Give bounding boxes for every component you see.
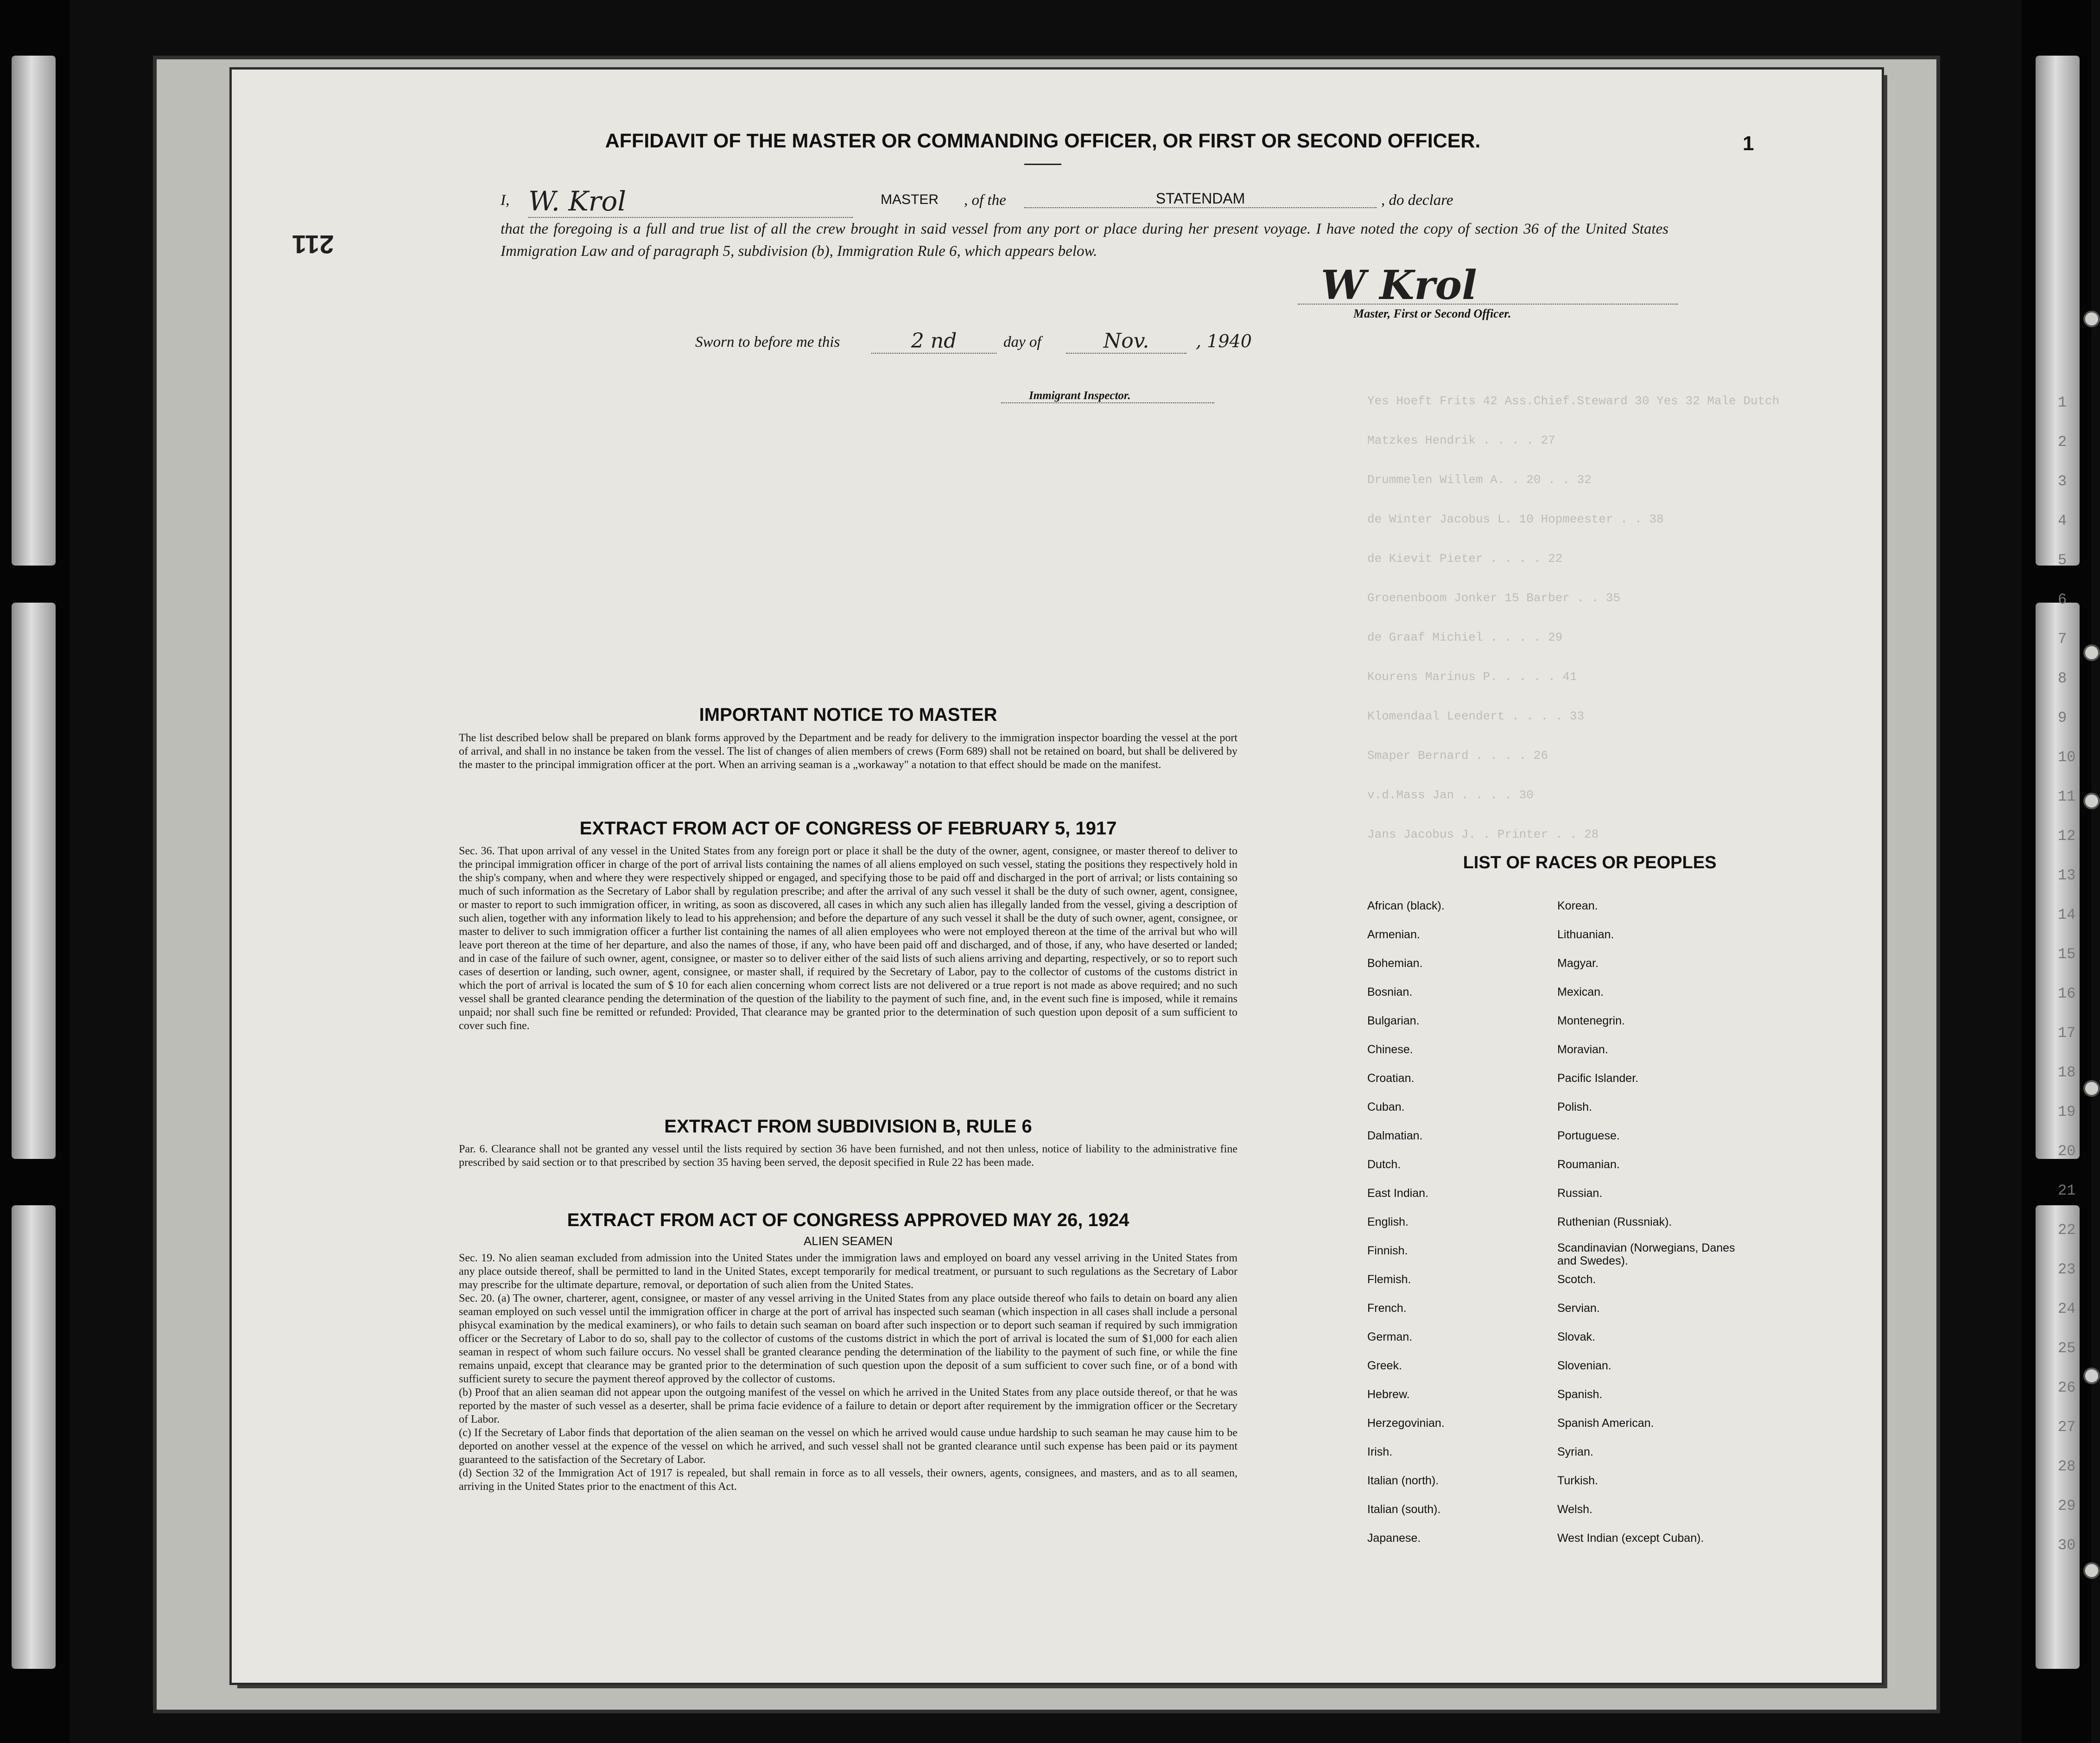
race-item: Ruthenian (Russniak). [1557, 1215, 1672, 1228]
extract-1917-body: Sec. 36. That upon arrival of any vessel in the United States from any foreign port or place it shall be the duty of the owner, agent, consignee, or master thereof to deliver to the principal immigration officer in charge of the port of arrival lists containing the names of all aliens employed on such vessel, stating the positions they respectively hold in the ship's company, when and where they were respectively shipped or engaged, and specifying those to be paid off and discharged in the port of arrival; or lists containing so much of such information as the Secretary of Labor shall by regulation prescribe; and after the arrival of any such vessel it shall be the duty of such owner, agent, consignee, or master to report to such immigration officer, in writing, as soon as discovered, all cases in which any such alien has illegally landed from the vessel, giving a description of such alien, together with any information likely to lead to his apprehension; and before the departure of any such vessel it shall be the duty of such owner, agent, consignee, or master to deliver to such immigration officer a further list containing the names of all alien employees who were not employed thereon at the time of the arrival but who will leave port thereon at the time of her departure, and also the names of those, if any, who have been paid off and discharged, and of those, if any, who have deserted or landed; and in case of the failure of such owner, agent, consignee, or master so to deliver either of the said lists of such aliens arriving and departing, respectively, or so to report such cases of desertion or landing, such owner, agent, consignee, or master shall, if required by the Secretary of Labor, pay to the collector of customs of the customs district in which the port of arrival is located the sum of $ 10 for each alien concerning whom correct lists are not delivered or a true report is not made as above required; and no such vessel shall be granted clearance pending the determination of the question of the liability to the payment of such fine, and, in the event such fine is imposed, while it remains unpaid; nor shall such fine be remitted or refunded: Provided, That clearance may be granted prior to the determination of such question upon deposit of a sum sufficient to cover such fine. [459, 845, 1237, 1032]
race-item: English. [1367, 1215, 1408, 1228]
film-frame-right [2022, 0, 2091, 1743]
race-item: East Indian. [1367, 1187, 1429, 1200]
divider [1024, 164, 1061, 165]
race-item: Korean. [1557, 899, 1598, 912]
race-item: Magyar. [1557, 957, 1599, 970]
extract-1924-title: EXTRACT FROM ACT OF CONGRESS APPROVED MAY 26, 1924 [567, 1210, 1129, 1230]
race-item: Greek. [1367, 1359, 1402, 1372]
affidavit-page: Yes Hoeft Frits 42 Ass.Chief.Steward 30 Yes 32 Male Dutch Matzkes Hendrik . . . . 27 Drummelen Willem A. . 20 . . 32 de Winter Jacobus L. 10 Hopmeester . . 38 de Kievit Pieter . . . . 22 Groenenboom Jonker 15 Barber . . 35 de Graaf Michiel . . . . 29 Kourens Marinus P. . . . . 41 Klomendaal Leendert . . . . 33 Smaper Bernard . . . . 26 v.d.Mass Jan . . . . 30 Jans Jacobus J. . Printer . . 28 1 2 3 4 5 6 7 8 9 10 11 12 13 14 15 16 17 18 19 20 21 22 23 24 25 26 27 28 29 30 211 1 AFFIDAVIT OF THE MASTER OR COMMANDING OFFICER, OR FIRST OR SECOND OFFICER. I, W. Krol MASTER , of the STATENDAM , do declare that the foregoing is a full and true list of all the crew brought in said vessel from any port or place during her present voyage. I have noted the copy of section 36 of the United States Immigration Law and of paragraph 5, subdivision (b), Immigration Rule 6, which appears below. W Krol Master, First or Second Officer. Sworn to before me this 2 nd day of Nov. , 1940 Immigrant Inspector. IMPORTANT NOTICE TO MASTER The list described below shall be prepared on blank forms approved by the Department and be ready for delivery to the immigration inspector boarding the vessel at the port of arrival, and shall in no instance be taken from the vessel. The list of changes of alien members of crews (Form 689) shall not be retained on board, but shall be delivered by the master to the principal immigration officer at the port. When an arriving seaman is a „workaway" a notation to that effect should be made on the manifest. EXTRACT FROM ACT OF CONGRESS OF FEBRUARY 5, 1917 Sec. 36. That upon arrival of any vessel in the United States from any foreign port or place it shall be the duty of the owner, agent, consignee, or master thereof to deliver to the principal immigration officer in charge of the port of arrival lists containing the names of all aliens employed on such vessel, stating the positions they respectively hold in the ship's company, when and where they were respectively shipped or engaged, and specifying those to be paid off and discharged in the port of arrival; or lists containing so much of such information as the Secretary of Labor shall by regulation prescribe; and after the arrival of any such vessel it shall be the duty of such owner, agent, consignee, or master to report to such immigration officer, in writing, as soon as discovered, all cases in which any such alien has illegally landed from the vessel, giving a description of such alien, together with any information likely to lead to his apprehension; and before the departure of any such vessel it shall be the duty of such owner, agent, consignee, or master to deliver to such immigration officer a further list containing the names of all alien employees who were not employed thereon at the time of the arrival but who will leave port thereon at the time of her departure, and also the names of those, if any, who have been paid off and discharged, and of those, if any, who have deserted or landed; and in case of the failure of such owner, agent, consignee, or master so to deliver either of the said lists of such aliens arriving and departing, respectively, or so to report such cases of desertion or landing, such owner, agent, consignee, or master shall, if required by the Secretary of Labor, pay to the collector of customs of the customs district in which the port of arrival is located the sum of $ 10 for each alien concerning whom correct lists are not delivered or a true report is not made as above required; and no such vessel shall be granted clearance pending the determination of the question of the liability to the payment of such fine, and, in the event such fine is imposed, while it remains unpaid; nor shall such fine be remitted or refunded: Provided, That clearance may be granted prior to the determination of such question upon deposit of a sum sufficient to cover such fine. EXTRACT FROM SUBDIVISION B, RULE 6 Par. 6. Clearance shall not be granted any vessel until the lists required by section 36 have been furnished, and not then unless, notice of liability to the administrative fine prescribed by said section or to that prescribed by section 35 having been served, the deposit specified in Rule 22 has been made. EXTRACT FROM ACT OF CONGRESS APPROVED MAY 26, 1924 ALIEN SEAMEN Sec. 19. No alien seaman excluded from admission into the United States under the immigration laws and employed on board any vessel arriving in the United States from any place outside thereof, shall be permitted to land in the United States, except temporarily for medical treatment, or pursuant to such regulations as the Secretary of Labor may prescribe for the ultimate departure, removal, or deportation of such alien from the United States. Sec. 20. (a) The owner, charterer, agent, consignee, or master of any vessel arriving in the United States from any place outside thereof who fails to detain on board any alien seaman employed on such vessel until the immigration officer in charge at the port of arrival has inspected such seaman (which inspection in all cases shall include a personal phisycal examination by the medical examiners), or who fails to detain such seaman on board after such inspection or to deport such seaman if required by such immigration officer or the Secretary of Labor to do so, shall pay to the collector of customs of the customs district in which the port of arrival is located the sum of $1,000 for each alien seaman in respect of whom such failure occurs. No vessel shall be granted clearance pending the determination of the liability to the payment of such fine, or while the fine remains unpaid, except that clearance may be granted prior to the determination of such question upon the deposit of a sum sufficient to cover such fine, or of a bond with sufficient surety to secure the payment thereof approved by the collector of customs. (b) Proof that an alien seaman did not appear upon the outgoing manifest of the vessel on which he arrived in the United States from any place outside thereof, or that he was reported by the master of such vessel as a deserter, shall be prima facie evidence of a failure to detain or deport after requirement by the immigration officer or the Secretary of Labor. (c) If the Secretary of Labor finds that deportation of the alien seaman on the vessel on which he arrived would cause undue hardship to such seaman he may cause him to be deported on another vessel at the expence of the vessel on which he arrived, and such vessel shall not be granted clearance until such expense has been paid or its payment guaranteed to the satisfaction of the Secretary of Labor. (d) Section 32 of the Immigration Act of 1917 is repealed, but shall remain in force as to all vessels, their owners, agents, consignees, and masters, and as to all seamen, arriving in the United States prior to the enactment of this Act. LIST OF RACES OR PEOPLES African (black). Armenian. Bohemian. Bosnian. Bulgarian. Chinese. Croatian. Cuban. Dalmatian. Dutch. East Indian. English. Finnish. Flemish. French. German. Greek. Hebrew. Herzegovinian. Irish. Italian (north). Italian (south). Japanese. Korean. Lithuanian. Magyar. Mexican. Montenegrin. Moravian. Pacific Islander. Polish. Portuguese. Roumanian. Russian. Ruthenian (Russniak). Scandinavian (Norwegians, Danes and Swedes). Scotch. Servian. Slovak. Slovenian. Spanish. Spanish American. Syrian. Turkish. Welsh. West Indian (except Cuban). [232, 70, 1882, 1683]
race-item: Russian. [1557, 1187, 1603, 1200]
race-item: Flemish. [1367, 1273, 1411, 1286]
race-item: Japanese. [1367, 1532, 1421, 1545]
page-number-mark: 211 [292, 230, 334, 259]
punch-hole [2083, 311, 2100, 327]
race-item: Servian. [1557, 1302, 1600, 1315]
race-item: Lithuanian. [1557, 928, 1614, 941]
race-item: Armenian. [1367, 928, 1420, 941]
signature-line [1298, 304, 1678, 305]
punch-hole [2083, 1368, 2100, 1384]
race-item: Dutch. [1367, 1158, 1401, 1171]
extract-rule6-body: Par. 6. Clearance shall not be granted any vessel until the lists required by section 36 have been furnished, and not then unless, notice of liability to the administrative fine prescribed by said section or to that prescribed by section 35 having been served, the deposit specified in Rule 22 has been made. [459, 1143, 1237, 1169]
inspector-line [1001, 402, 1214, 403]
race-item: Montenegrin. [1557, 1014, 1625, 1027]
notice-body: The list described below shall be prepared on blank forms approved by the Department and be ready for delivery to the immigration inspector boarding the vessel at the port of arrival, and shall in no instance be taken from the vessel. The list of changes of alien members of crews (Form 689) shall not be retained on board, but shall be delivered by the master to the principal immigration officer at the port. When an arriving seaman is a „workaway" a notation to that effect should be made on the manifest. [459, 732, 1237, 771]
declaration-line [501, 185, 1761, 218]
punch-hole [2083, 1562, 2100, 1579]
binder-strip [12, 1205, 56, 1669]
sworn-year-field: , 1940 [1196, 331, 1252, 351]
sheet-mark: 1 [1743, 132, 1754, 155]
race-item: Herzegovinian. [1367, 1417, 1445, 1430]
declaration-i: I, [501, 192, 510, 209]
declaration-body: that the foregoing is a full and true list of all the crew brought in said vessel from any port or place during her present voyage. I have noted the copy of section 36 of the United States Immigration Law and of paragraph 5, subdivision (b), Immigration Rule 6, which appears below. [501, 221, 1669, 260]
race-item: Slovak. [1557, 1330, 1595, 1343]
race-item: French. [1367, 1302, 1407, 1315]
sworn-line [695, 329, 1576, 357]
race-item: West Indian (except Cuban). [1557, 1532, 1704, 1545]
race-item: Irish. [1367, 1445, 1393, 1458]
day-of-label: day of [1003, 334, 1041, 350]
race-item: Spanish. [1557, 1388, 1603, 1401]
race-item: Spanish American. [1557, 1417, 1654, 1430]
race-item: Finnish. [1367, 1244, 1408, 1257]
races-left-column [1367, 899, 1562, 1632]
signature-caption: Master, First or Second Officer. [1353, 307, 1511, 320]
race-item: African (black). [1367, 899, 1445, 912]
rank-field: MASTER [881, 192, 939, 207]
race-item: Bohemian. [1367, 957, 1423, 970]
race-item: Scandinavian (Norwegians, Danes and Swedes). [1557, 1241, 1735, 1267]
punch-hole [2083, 1080, 2100, 1097]
signer-name-field: W. Krol [528, 185, 853, 218]
sec-19-paragraph: Sec. 19. No alien seaman excluded from admission into the United States under the immigration laws and employed on board any vessel arriving in the United States from any place outside thereof, shall be permitted to land in the United States, except temporarily for medical treatment, or pursuant to such regulations as the Secretary of Labor may prescribe for the ultimate departure, removal, or deportation of such alien from the United States. [459, 1252, 1237, 1291]
notice-title: IMPORTANT NOTICE TO MASTER [699, 705, 997, 725]
extract-1924-body [459, 1252, 1237, 1494]
film-frame-left [0, 0, 70, 1743]
binder-strip [12, 56, 56, 566]
races-title: LIST OF RACES OR PEOPLES [1463, 853, 1717, 872]
race-item: Bulgarian. [1367, 1014, 1420, 1027]
extract-1924-subtitle: ALIEN SEAMEN [803, 1234, 893, 1248]
race-item: Dalmatian. [1367, 1129, 1423, 1142]
sec-20c-paragraph: (c) If the Secretary of Labor finds that deportation of the alien seaman on the vessel on which he arrived would cause undue hardship to such seaman he may cause him to be deported on another vessel at the expence of the vessel on which he arrived, and such vessel shall not be granted clearance until such expense has been paid or its payment guaranteed to the satisfaction of the Secretary of Labor. [459, 1427, 1237, 1466]
inspector-caption: Immigrant Inspector. [1029, 389, 1131, 402]
race-item: Italian (south). [1367, 1503, 1441, 1516]
race-item: Croatian. [1367, 1072, 1415, 1085]
master-signature: W Krol [1321, 262, 1477, 309]
race-item: Hebrew. [1367, 1388, 1410, 1401]
sec-20a-paragraph: Sec. 20. (a) The owner, charterer, agent, consignee, or master of any vessel arriving in the United States from any place outside thereof who fails to detain on board any alien seaman employed on such vessel until the immigration officer in charge at the port of arrival has inspected such seaman (which inspection in all cases shall include a personal phisycal examination by the medical examiners), or who fails to detain such seaman on board after such inspection or to deport such seaman if required by such immigration officer or the Secretary of Labor to do so, shall pay to the collector of customs of the customs district in which the port of arrival is located the sum of $1,000 for each alien seaman in respect of whom such failure occurs. No vessel shall be granted clearance pending the determination of the liability to the payment of such fine, or while the fine remains unpaid, except that clearance may be granted prior to the determination of such question upon the deposit of a sum sufficient to cover such fine, or of a bond with sufficient surety to secure the payment thereof approved by the collector of customs. [459, 1292, 1237, 1385]
race-item: Turkish. [1557, 1474, 1598, 1487]
race-item: German. [1367, 1330, 1413, 1343]
affidavit-title: AFFIDAVIT OF THE MASTER OR COMMANDING OFFICER, OR FIRST OR SECOND OFFICER. [605, 130, 1481, 152]
race-item: Italian (north). [1367, 1474, 1439, 1487]
race-item: Pacific Islander. [1557, 1072, 1639, 1085]
do-declare-label: , do declare [1381, 192, 1453, 209]
race-item: Mexican. [1557, 986, 1604, 999]
race-item: Chinese. [1367, 1043, 1413, 1056]
race-item: Syrian. [1557, 1445, 1593, 1458]
race-item: Portuguese. [1557, 1129, 1620, 1142]
sworn-prefix: Sworn to before me this [695, 334, 840, 350]
punch-hole [2083, 644, 2100, 661]
sec-20b-paragraph: (b) Proof that an alien seaman did not appear upon the outgoing manifest of the vessel on which he arrived in the United States from any place outside thereof, or that he was reported by the master of such vessel as a deserter, shall be prima facie evidence of a failure to detain or deport after requirement by the immigration officer or the Secretary of Labor. [459, 1387, 1237, 1425]
race-item: Slovenian. [1557, 1359, 1611, 1372]
race-item: Moravian. [1557, 1043, 1608, 1056]
extract-1917-title: EXTRACT FROM ACT OF CONGRESS OF FEBRUARY 5, 1917 [579, 818, 1117, 839]
race-item: Scotch. [1557, 1273, 1596, 1286]
races-right-column [1557, 899, 1752, 1632]
race-item: Roumanian. [1557, 1158, 1620, 1171]
race-item: Polish. [1557, 1101, 1592, 1113]
race-item: Cuban. [1367, 1101, 1405, 1113]
of-the-label: , of the [964, 192, 1006, 209]
sworn-month-field: Nov. [1066, 329, 1186, 354]
race-item: Bosnian. [1367, 986, 1413, 999]
vessel-name-field: STATENDAM [1024, 190, 1377, 208]
binder-strip [12, 603, 56, 1159]
sec-20d-paragraph: (d) Section 32 of the Immigration Act of 1917 is repealed, but shall remain in force as to all vessels, their owners, agents, consignees, and masters, and as to all seamen, arriving in the United States prior to the enactment of this Act. [459, 1467, 1237, 1493]
extract-rule6-title: EXTRACT FROM SUBDIVISION B, RULE 6 [664, 1116, 1032, 1137]
race-item: Welsh. [1557, 1503, 1592, 1516]
sworn-day-field: 2 nd [871, 329, 996, 354]
punch-hole [2083, 793, 2100, 809]
